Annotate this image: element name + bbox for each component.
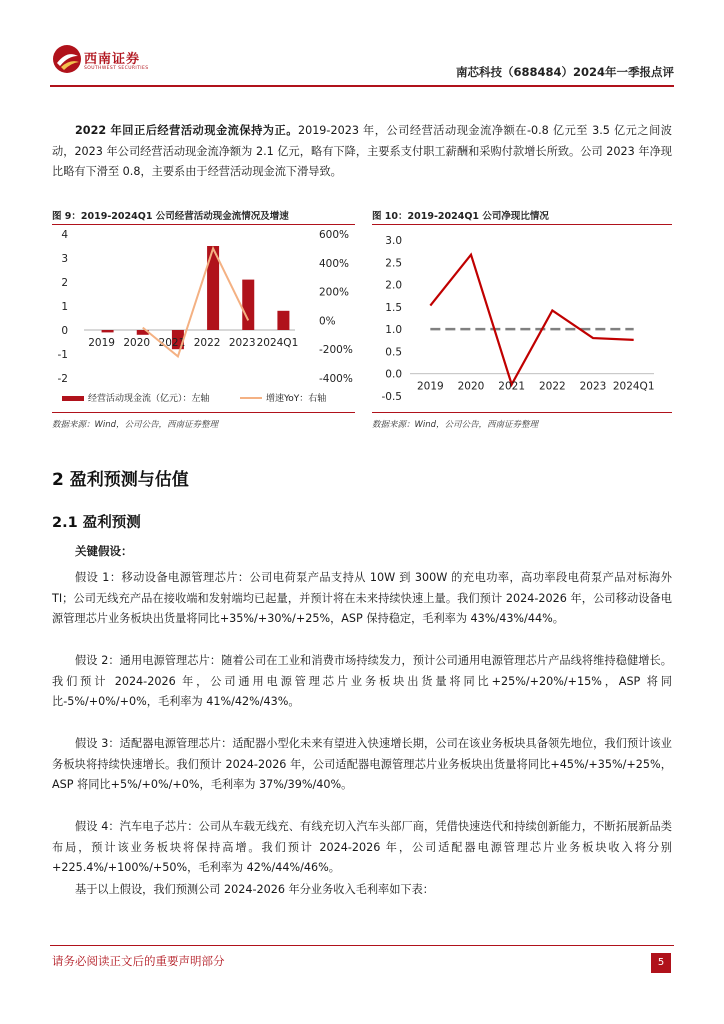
x-tick-label: 2022 [538, 380, 566, 393]
y-right-tick-label: 400% [319, 257, 350, 270]
y-tick-label: 2.0 [385, 279, 402, 292]
closing-sentence: 基于以上假设，我们预测公司 2024-2026 年分业务收入毛利率如下表： [75, 883, 434, 896]
x-tick-label: 2021 [158, 337, 186, 349]
x-tick-label: 2020 [123, 337, 151, 349]
cashflow-paragraph [52, 121, 672, 183]
net-cash-ratio-line [430, 255, 633, 385]
figure10-title: 图 10：2019-2024Q1 公司净现比情况 [372, 211, 549, 222]
assumption-1: 假设 1：移动设备电源管理芯片：公司电荷泵产品支持从 10W 到 300W 的充电功率，高功率段电荷泵产品对标海外 TI；公司无线充产品在接收端和发射端均已起量，并预计将在未来持续快速上量。我们预计 2024-2026 年，公司移动设备电源管理芯片业务板块出货量将同比+35%/+30%/+25%，ASP 保持稳定，毛利率为 43%/43%/44%。 [52, 571, 672, 625]
y-left-tick-label: -2 [57, 373, 68, 385]
y-tick-label: 1.0 [385, 324, 402, 337]
cashflow-bar [102, 330, 114, 332]
y-right-tick-label: -400% [319, 373, 353, 385]
section-2-1-heading: 2.1 盈利预测 [52, 515, 141, 531]
logo-subtext: SOUTHWEST SECURITIES [84, 66, 149, 71]
report-title: 南芯科技（688484）2024年一季报点评 [455, 65, 674, 79]
y-left-tick-label: -1 [57, 349, 68, 361]
assumption-4: 假设 4：汽车电子芯片：公司从车载无线充、有线充切入汽车头部厂商，凭借快速迭代和持续创新能力，不断拓展新品类布局，预计该业务板块将保持高增。我们预计 2024-2026 年，公司适配器电源管理芯片业务板块收入将分别+225.4%/+100%/+50%，毛利率为 42%/44%/46%。 [52, 820, 672, 874]
cashflow-bar [242, 280, 254, 330]
x-tick-label: 2024Q1 [612, 380, 655, 393]
legend-bar-swatch [62, 396, 84, 401]
x-tick-label: 2023 [228, 337, 256, 349]
y-tick-label: 3.0 [385, 235, 402, 247]
legend-bar-label: 经营活动现金流（亿元）：左轴 [88, 394, 210, 404]
y-right-tick-label: -200% [319, 344, 353, 357]
logo-wordmark: 西南证券 [84, 52, 141, 67]
y-tick-label: -0.5 [381, 391, 402, 403]
figure9-bottom-rule [52, 412, 355, 413]
figure9-chart [52, 226, 357, 410]
y-tick-label: 2.5 [385, 257, 402, 270]
cashflow-body: 2019-2023 年，公司经营活动现金流净额在-0.8 亿元至 3.5 亿元之间波动，2023 年公司经营活动现金流净额为 2.1 亿元，略有下降，主要系支付职工薪酬和采购付款增长所致。公司 2023 年净现比略有下滑至 0.8，主要系由于经营活动现金流下滑导致。 [52, 124, 672, 178]
header-divider [50, 85, 674, 87]
section-2-heading: 2 盈利预测与估值 [52, 470, 189, 490]
figure9-source: 数据来源：Wind，公司公告，西南证券整理 [52, 420, 219, 430]
y-right-tick-label: 600% [319, 229, 350, 241]
y-right-tick-label: 0% [319, 315, 336, 328]
y-left-tick-label: 3 [61, 253, 68, 265]
figure10-chart [372, 226, 672, 410]
y-left-tick-label: 1 [61, 301, 68, 313]
page-number: 5 [651, 953, 671, 973]
figure10-title-rule [372, 224, 672, 225]
x-tick-label: 2019 [416, 380, 444, 393]
figure10-source: 数据来源：Wind，公司公告，西南证券整理 [372, 420, 539, 430]
legend-line-label: 增速YoY：右轴 [266, 394, 327, 404]
footer-disclaimer: 请务必阅读正文后的重要声明部分 [52, 954, 225, 968]
figure9-title-rule [52, 224, 355, 225]
y-tick-label: 0.0 [385, 368, 402, 381]
cashflow-bar [277, 311, 289, 330]
y-left-tick-label: 0 [61, 325, 68, 337]
x-tick-label: 2019 [88, 337, 115, 349]
y-tick-label: 1.5 [385, 301, 402, 314]
key-assumptions-label: 关键假设： [75, 544, 133, 558]
figure9-title: 图 9：2019-2024Q1 公司经营活动现金流情况及增速 [52, 211, 289, 222]
assumption-3: 假设 3：适配器电源管理芯片：适配器小型化未来有望进入快速增长期，公司在该业务板块具备领先地位，我们预计该业务板块将持续快速增长。我们预计 2024-2026 年，公司适配器电源管理芯片业务板块出货量将同比+45%/+35%/+25%，ASP 将同比+5%/+0%/+0%，毛利率为 37%/39%/40%。 [52, 737, 672, 791]
assumption-2: 假设 2：通用电源管理芯片：随着公司在工业和消费市场持续发力，预计公司通用电源管理芯片产品线将维持稳健增长。我们预计 2024-2026 年，公司通用电源管理芯片业务板块出货量将同比+25%/+20%/+15%，ASP 将同比-5%/+0%/+0%，毛利率为 41%/42%/43%。 [52, 654, 672, 708]
y-tick-label: 0.5 [385, 346, 402, 359]
y-left-tick-label: 4 [61, 229, 68, 241]
cashflow-lead: 2022 年回正后经营活动现金流保持为正。 [75, 124, 298, 137]
x-tick-label: 2023 [579, 380, 607, 393]
x-tick-label: 2020 [457, 380, 485, 393]
x-tick-label: 2022 [193, 337, 221, 349]
x-tick-label: 2024Q1 [256, 337, 299, 349]
figure10-bottom-rule [372, 412, 672, 413]
footer-divider [50, 945, 674, 946]
y-right-tick-label: 200% [319, 286, 350, 299]
x-tick-label: 2021 [498, 380, 526, 393]
y-left-tick-label: 2 [61, 277, 68, 289]
